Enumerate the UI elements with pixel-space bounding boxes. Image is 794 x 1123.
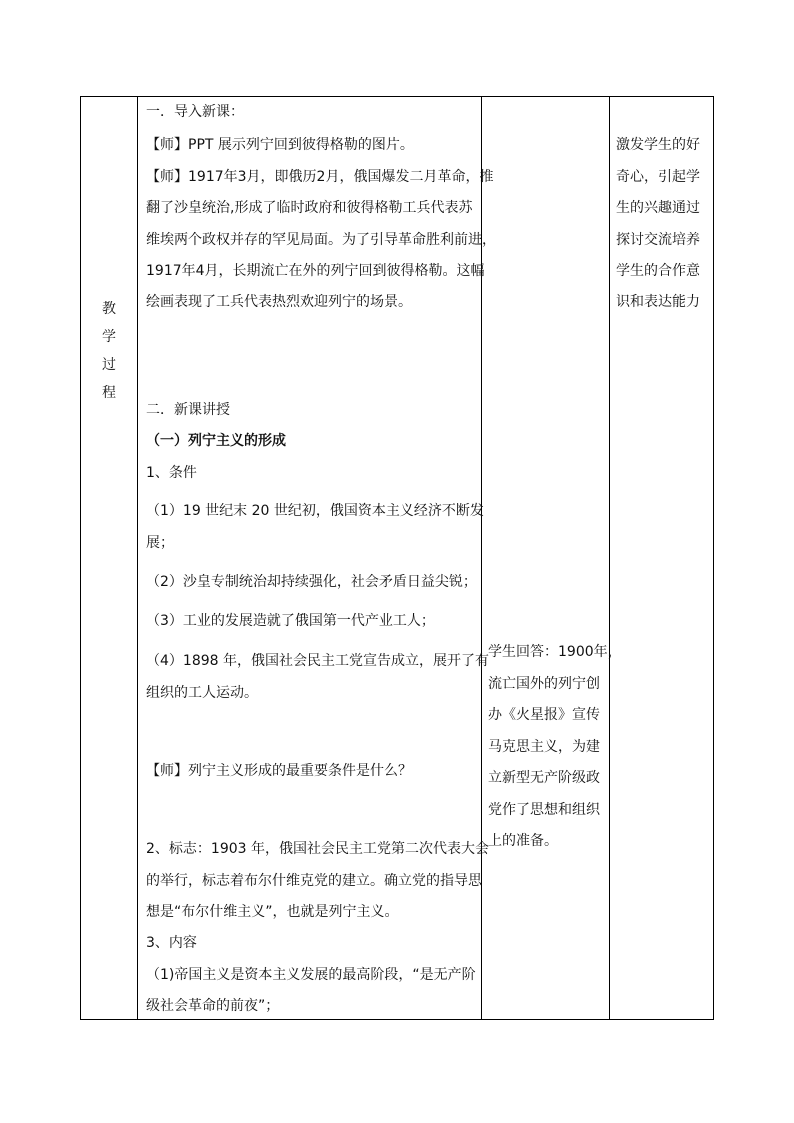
sign-line: 2、标志：1903 年，俄国社会民主工党第二次代表大会 (146, 841, 489, 857)
section-2-heading: 二．新课讲授 (146, 402, 230, 418)
teacher-line: 【师】PPT 展示列宁回到彼得格勒的图片。 (146, 137, 414, 153)
condition-line: （4）1898 年，俄国社会民主工党宣告成立，展开了有 (146, 653, 489, 669)
section-1-heading: 一．导入新课： (146, 104, 244, 120)
student-answer-line: 马克思主义，为建 (488, 739, 600, 755)
content-line: （1)帝国主义是资本主义发展的最高阶段，“是无产阶 (146, 967, 476, 983)
lesson-plan-table (80, 96, 714, 1020)
sign-line: 的举行，标志着布尔什维克党的建立。确立党的指导思 (146, 873, 482, 889)
paragraph-line: 绘画表现了工兵代表热烈欢迎列宁的场景。 (146, 294, 412, 310)
intent-line: 生的兴趣通过 (616, 200, 700, 216)
condition-line: 组织的工人运动。 (146, 685, 258, 701)
paragraph-line: 翻了沙皇统治,形成了临时政府和彼得格勒工兵代表苏 (146, 200, 473, 216)
row-label-char: 学 (102, 329, 116, 345)
paragraph-line: 【师】1917年3月，即俄历2月，俄国爆发二月革命，推 (146, 169, 494, 185)
row-label-char: 教 (102, 301, 116, 317)
student-answer-line: 上的准备。 (488, 833, 558, 849)
subsection-heading: （一）列宁主义的形成 (146, 433, 286, 449)
condition-line: 展； (146, 535, 174, 551)
student-answer-line: 流亡国外的列宁创 (488, 676, 600, 692)
teacher-question: 【师】列宁主义形成的最重要条件是什么？ (146, 763, 412, 779)
intent-line: 探讨交流培养 (616, 232, 700, 248)
student-answer-line: 学生回答：1900年， (488, 644, 622, 660)
design-intent-cell (610, 97, 714, 1020)
intent-line: 奇心，引起学 (616, 169, 700, 185)
intent-line: 识和表达能力 (616, 294, 700, 310)
paragraph-line: 1917年4月，长期流亡在外的列宁回到彼得格勒。这幅 (146, 263, 485, 279)
row-label-cell (81, 97, 138, 1020)
content-line: 级社会革命的前夜”； (146, 998, 280, 1014)
condition-title: 1、条件 (146, 465, 197, 481)
condition-line: （1）19 世纪末 20 世纪初，俄国资本主义经济不断发 (146, 503, 484, 519)
student-answer-line: 立新型无产阶级政 (488, 770, 600, 786)
row-label (81, 295, 137, 407)
intent-line: 激发学生的好 (616, 137, 700, 153)
row-label-char: 程 (102, 385, 116, 401)
student-answer-line: 办《火星报》宣传 (488, 707, 600, 723)
paragraph-line: 维埃两个政权并存的罕见局面。为了引导革命胜利前进， (146, 232, 496, 248)
content-title: 3、内容 (146, 935, 197, 951)
row-label-char: 过 (102, 357, 116, 373)
teaching-content-cell (138, 97, 496, 1020)
sign-line: 想是“布尔什维主义”，也就是列宁主义。 (146, 904, 399, 920)
student-answer-line: 党作了思想和组织 (488, 802, 600, 818)
condition-line: （3）工业的发展造就了俄国第一代产业工人； (146, 613, 435, 629)
condition-line: （2）沙皇专制统治却持续强化，社会矛盾日益尖锐； (146, 574, 477, 590)
intent-line: 学生的合作意 (616, 263, 700, 279)
student-activity-cell (482, 97, 622, 1020)
